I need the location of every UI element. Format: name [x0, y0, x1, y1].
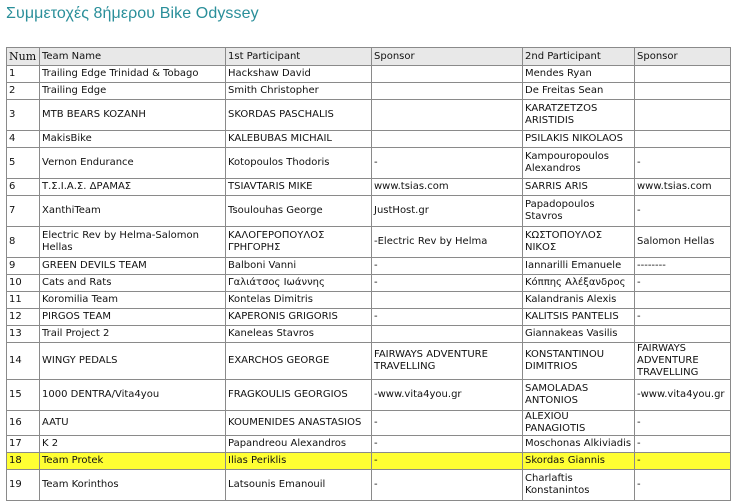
cell-sponsor-1	[372, 131, 523, 148]
cell-team-name: Koromilia Team	[40, 292, 226, 309]
cell-sponsor-2: Salomon Hellas	[635, 227, 731, 258]
column-header-sponsor-1: Sponsor	[372, 48, 523, 66]
cell-sponsor-1	[372, 100, 523, 131]
cell-1st-participant: FRAGKOULIS GEORGIOS	[226, 380, 372, 411]
cell-1st-participant: Ilias Periklis	[226, 453, 372, 470]
cell-2nd-participant: PSILAKIS NIKOLAOS	[523, 131, 635, 148]
table-row	[7, 326, 731, 343]
cell-sponsor-1	[372, 292, 523, 309]
cell-1st-participant: KAPERONIS GRIGORIS	[226, 309, 372, 326]
cell-num: 2	[7, 83, 40, 100]
cell-sponsor-1: -www.vita4you.gr	[372, 380, 523, 411]
cell-1st-participant: Kotopoulos Thodoris	[226, 148, 372, 179]
cell-sponsor-2: FAIRWAYS ADVENTURE TRAVELLING	[635, 343, 731, 380]
cell-num: 14	[7, 343, 40, 380]
cell-1st-participant: Papandreou Alexandros	[226, 436, 372, 453]
cell-team-name: Trail Project 2	[40, 326, 226, 343]
cell-sponsor-1: -	[372, 453, 523, 470]
cell-sponsor-2: -www.vita4you.gr	[635, 380, 731, 411]
column-header-2nd-participant: 2nd Participant	[523, 48, 635, 66]
cell-num: 12	[7, 309, 40, 326]
cell-sponsor-2: -	[635, 470, 731, 501]
table-row	[7, 258, 731, 275]
cell-2nd-participant: Giannakeas Vasilis	[523, 326, 635, 343]
cell-team-name: Team Korinthos	[40, 470, 226, 501]
cell-1st-participant: Latsounis Emanouil	[226, 470, 372, 501]
cell-2nd-participant: KALITSIS PANTELIS	[523, 309, 635, 326]
cell-2nd-participant: SARRIS ARIS	[523, 179, 635, 196]
cell-num: 6	[7, 179, 40, 196]
cell-num: 5	[7, 148, 40, 179]
cell-1st-participant: Kaneleas Stavros	[226, 326, 372, 343]
cell-sponsor-2	[635, 326, 731, 343]
cell-sponsor-1: FAIRWAYS ADVENTURE TRAVELLING	[372, 343, 523, 380]
page-title: Συμμετοχές 8ήμερου Bike Odyssey	[6, 5, 259, 22]
cell-sponsor-1	[372, 83, 523, 100]
table-row	[7, 436, 731, 453]
cell-1st-participant: Tsoulouhas George	[226, 196, 372, 227]
table-header-row	[7, 48, 731, 66]
cell-team-name: MakisBike	[40, 131, 226, 148]
table-row	[7, 179, 731, 196]
table-row	[7, 196, 731, 227]
cell-team-name: AATU	[40, 411, 226, 436]
cell-team-name: K 2	[40, 436, 226, 453]
table-row	[7, 227, 731, 258]
cell-num: 16	[7, 411, 40, 436]
cell-2nd-participant: Mendes Ryan	[523, 66, 635, 83]
table-row	[7, 100, 731, 131]
cell-1st-participant: EXARCHOS GEORGE	[226, 343, 372, 380]
cell-2nd-participant: ALEXIOU PANAGIOTIS	[523, 411, 635, 436]
cell-1st-participant: Γαλιάτσος Ιωάννης	[226, 275, 372, 292]
cell-team-name: Trailing Edge	[40, 83, 226, 100]
cell-2nd-participant: Kalandranis Alexis	[523, 292, 635, 309]
cell-sponsor-2: www.tsias.com	[635, 179, 731, 196]
cell-sponsor-2: -	[635, 196, 731, 227]
column-header-sponsor-2: Sponsor	[635, 48, 731, 66]
cell-2nd-participant: Moschonas Alkiviadis	[523, 436, 635, 453]
cell-2nd-participant: KONSTANTINOU DIMITRIOS	[523, 343, 635, 380]
cell-team-name: XanthiTeam	[40, 196, 226, 227]
cell-sponsor-2	[635, 131, 731, 148]
cell-sponsor-1: -	[372, 309, 523, 326]
cell-num: 10	[7, 275, 40, 292]
cell-team-name: WINGY PEDALS	[40, 343, 226, 380]
cell-2nd-participant: Charlaftis Konstanintos	[523, 470, 635, 501]
table-row	[7, 275, 731, 292]
cell-team-name: Team Protek	[40, 453, 226, 470]
cell-sponsor-2: -	[635, 436, 731, 453]
cell-num: 19	[7, 470, 40, 501]
cell-2nd-participant: Iannarilli Emanuele	[523, 258, 635, 275]
table-row	[7, 309, 731, 326]
cell-2nd-participant: Papadopoulos Stavros	[523, 196, 635, 227]
cell-team-name: Cats and Rats	[40, 275, 226, 292]
cell-2nd-participant: De Freitas Sean	[523, 83, 635, 100]
cell-sponsor-2: -	[635, 148, 731, 179]
cell-num: 13	[7, 326, 40, 343]
cell-team-name: MTB BEARS KOZANH	[40, 100, 226, 131]
cell-sponsor-1	[372, 66, 523, 83]
cell-sponsor-2: --------	[635, 258, 731, 275]
cell-1st-participant: KALEBUBAS MICHAIL	[226, 131, 372, 148]
table-row	[7, 343, 731, 380]
table-row	[7, 292, 731, 309]
cell-1st-participant: Kontelas Dimitris	[226, 292, 372, 309]
cell-1st-participant: Hackshaw David	[226, 66, 372, 83]
cell-2nd-participant: Kampouropoulos Alexandros	[523, 148, 635, 179]
cell-num: 17	[7, 436, 40, 453]
cell-sponsor-1	[372, 326, 523, 343]
cell-sponsor-2: -	[635, 411, 731, 436]
cell-sponsor-2	[635, 66, 731, 83]
cell-sponsor-1: -	[372, 436, 523, 453]
cell-2nd-participant: ΚΩΣΤΟΠΟΥΛΟΣ ΝΙΚΟΣ	[523, 227, 635, 258]
cell-team-name: Vernon Endurance	[40, 148, 226, 179]
cell-1st-participant: ΚΑΛΟΓΕΡΟΠΟΥΛΟΣ ΓΡΗΓΟΡΗΣ	[226, 227, 372, 258]
cell-num: 18	[7, 453, 40, 470]
column-header-team-name: Team Name	[40, 48, 226, 66]
cell-team-name: GREEN DEVILS TEAM	[40, 258, 226, 275]
table-row	[7, 380, 731, 411]
cell-2nd-participant: Skordas Giannis	[523, 453, 635, 470]
cell-team-name: PIRGOS TEAM	[40, 309, 226, 326]
cell-sponsor-2: -	[635, 275, 731, 292]
cell-sponsor-1: www.tsias.com	[372, 179, 523, 196]
cell-sponsor-1: JustHost.gr	[372, 196, 523, 227]
table-row	[7, 470, 731, 501]
cell-num: 3	[7, 100, 40, 131]
cell-num: 15	[7, 380, 40, 411]
cell-num: 9	[7, 258, 40, 275]
cell-2nd-participant: Κόππης Αλέξανδρος	[523, 275, 635, 292]
column-header-1st-participant: 1st Participant	[226, 48, 372, 66]
cell-num: 11	[7, 292, 40, 309]
table-row	[7, 131, 731, 148]
cell-2nd-participant: SAMOLADAS ANTONIOS	[523, 380, 635, 411]
table-row-highlighted	[7, 453, 731, 470]
column-header-num: Num	[7, 48, 40, 66]
cell-team-name: Τ.Σ.Ι.Α.Σ. ΔΡΑΜΑΣ	[40, 179, 226, 196]
cell-sponsor-2	[635, 83, 731, 100]
cell-1st-participant: Smith Christopher	[226, 83, 372, 100]
cell-num: 4	[7, 131, 40, 148]
cell-num: 7	[7, 196, 40, 227]
cell-1st-participant: SKORDAS PASCHALIS	[226, 100, 372, 131]
cell-sponsor-1: -	[372, 470, 523, 501]
cell-sponsor-2	[635, 100, 731, 131]
cell-sponsor-1: -	[372, 275, 523, 292]
cell-sponsor-1: -Electric Rev by Helma	[372, 227, 523, 258]
cell-team-name: Electric Rev by Helma-Salomon Hellas	[40, 227, 226, 258]
cell-sponsor-1: -	[372, 258, 523, 275]
cell-num: 1	[7, 66, 40, 83]
cell-team-name: 1000 DENTRA/Vita4you	[40, 380, 226, 411]
table-row	[7, 411, 731, 436]
cell-sponsor-2	[635, 292, 731, 309]
cell-1st-participant: Balboni Vanni	[226, 258, 372, 275]
cell-sponsor-1: -	[372, 148, 523, 179]
cell-team-name: Trailing Edge Trinidad & Tobago	[40, 66, 226, 83]
cell-sponsor-1: -	[372, 411, 523, 436]
cell-1st-participant: TSIAVTARIS MIKE	[226, 179, 372, 196]
cell-2nd-participant: KARATZETZOS ARISTIDIS	[523, 100, 635, 131]
cell-1st-participant: KOUMENIDES ANASTASIOS	[226, 411, 372, 436]
participants-table	[6, 47, 731, 501]
table-row	[7, 83, 731, 100]
table-row	[7, 148, 731, 179]
cell-sponsor-2: -	[635, 309, 731, 326]
cell-num: 8	[7, 227, 40, 258]
table-row	[7, 66, 731, 83]
cell-sponsor-2: -	[635, 453, 731, 470]
